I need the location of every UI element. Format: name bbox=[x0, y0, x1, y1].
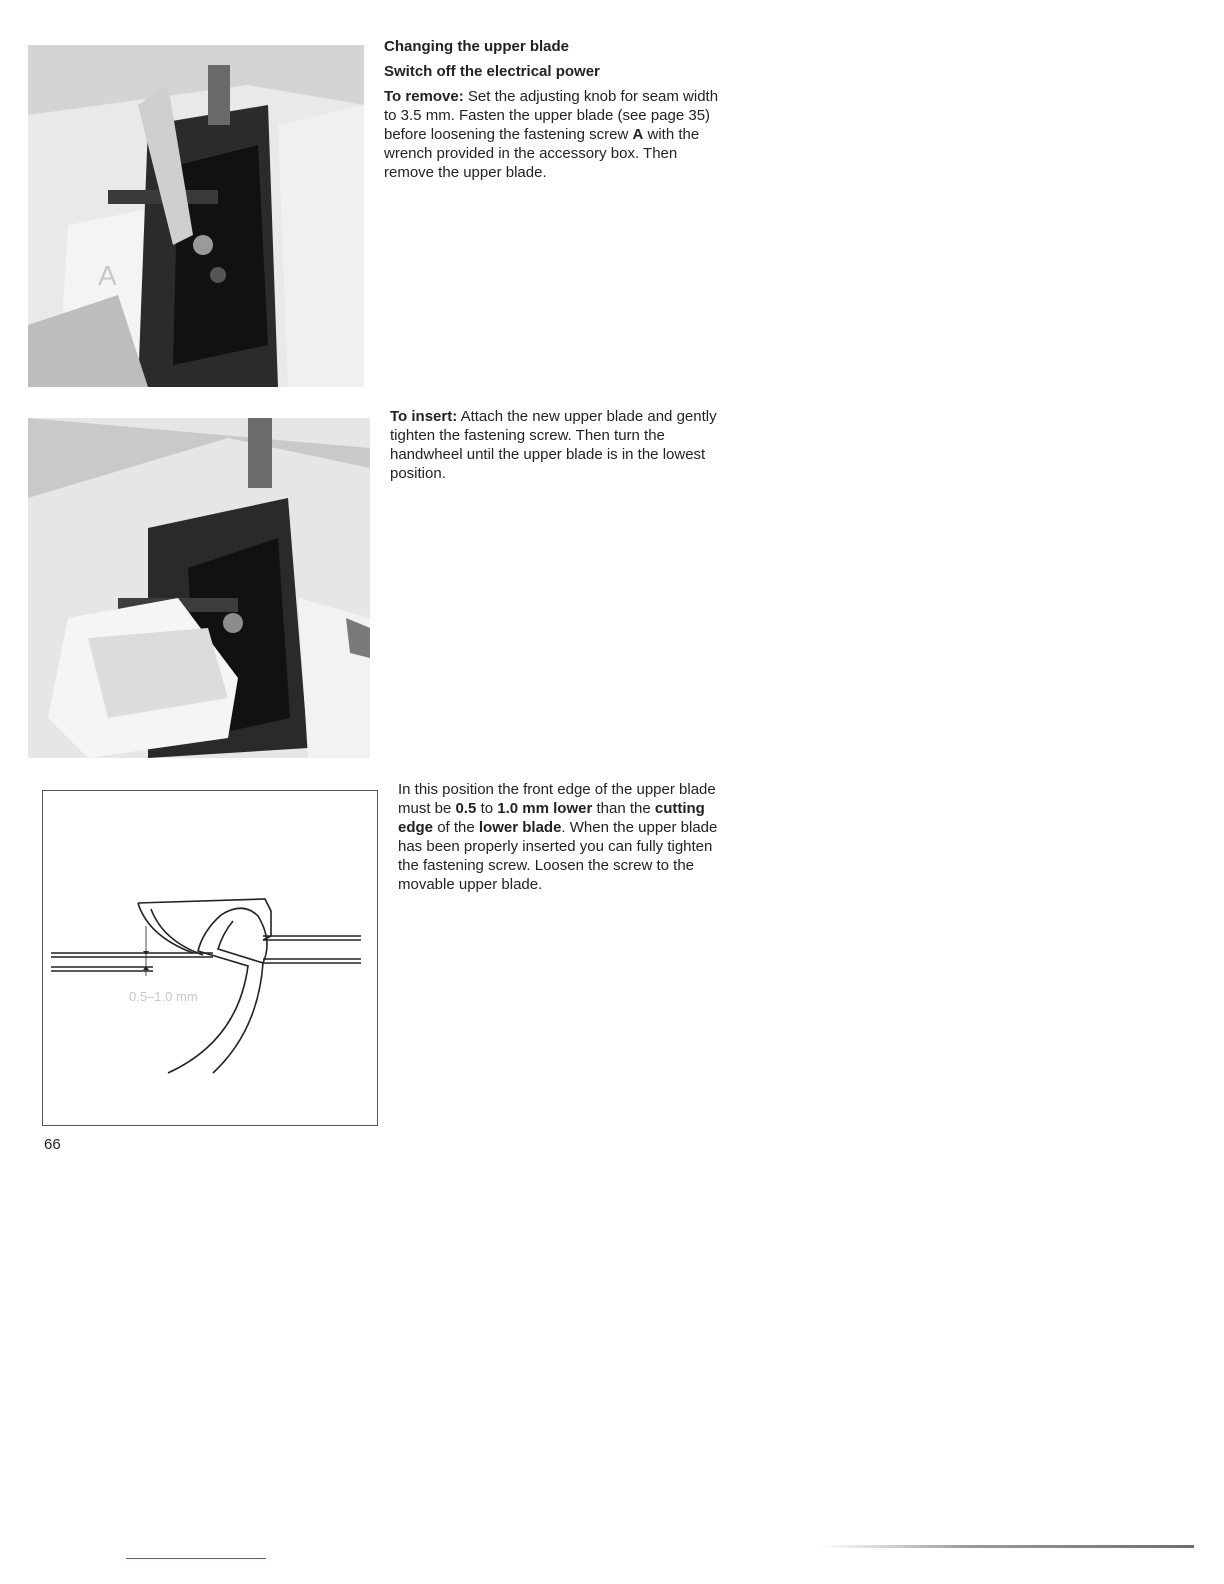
position-text-4: of the bbox=[437, 819, 475, 836]
position-bold-lower-blade: lower blade bbox=[478, 819, 562, 836]
position-text-5: . When the upper blade has been properly inserted you can fully tighten the fastening screw. Loosen the screw to the movable upper blade. bbox=[398, 819, 718, 893]
remove-label: To remove: bbox=[384, 88, 464, 105]
insert-instructions bbox=[390, 407, 730, 483]
screw-letter: A bbox=[632, 126, 644, 143]
position-bold-max: 1.0 mm lower bbox=[497, 800, 593, 817]
remove-text-2: with the wrench provided in the accessory box. Then remove the upper blade. bbox=[384, 126, 700, 181]
remove-text: Set the adjusting knob for seam width to 3.5 mm. Fasten the upper blade (see page 35) before loosening the fastening screw bbox=[384, 88, 719, 143]
position-paragraph bbox=[398, 780, 733, 894]
photo-inserting-upper-blade bbox=[28, 418, 370, 758]
insert-text: Attach the new upper blade and gently tighten the fastening screw. Then turn the handwheel until the upper blade is in the lowest position. bbox=[390, 408, 717, 482]
photo-label-a: A bbox=[98, 260, 117, 291]
position-text-1: In this position the front edge of the upper blade must be bbox=[398, 781, 716, 817]
position-bold-min: 0.5 bbox=[455, 800, 477, 817]
section-title: Changing the upper blade bbox=[384, 38, 570, 55]
dimension-label: 0.5–1.0 mm bbox=[129, 989, 198, 1004]
remove-paragraph bbox=[384, 87, 729, 182]
position-text-3: than the bbox=[596, 800, 651, 817]
power-warning: Switch off the electrical power bbox=[384, 63, 600, 80]
remove-instructions bbox=[384, 37, 729, 182]
position-text-2: to bbox=[480, 800, 494, 817]
photo-removing-upper-blade bbox=[28, 45, 364, 387]
position-bold-cutting-edge: cutting edge bbox=[398, 800, 705, 836]
scan-edge-line bbox=[820, 1545, 1194, 1548]
insert-label: To insert: bbox=[390, 408, 458, 425]
position-instructions bbox=[398, 780, 733, 894]
blade-position-diagram bbox=[42, 790, 378, 1126]
footer-divider bbox=[126, 1558, 266, 1559]
insert-paragraph bbox=[390, 407, 730, 483]
page-number: 66 bbox=[44, 1136, 61, 1153]
